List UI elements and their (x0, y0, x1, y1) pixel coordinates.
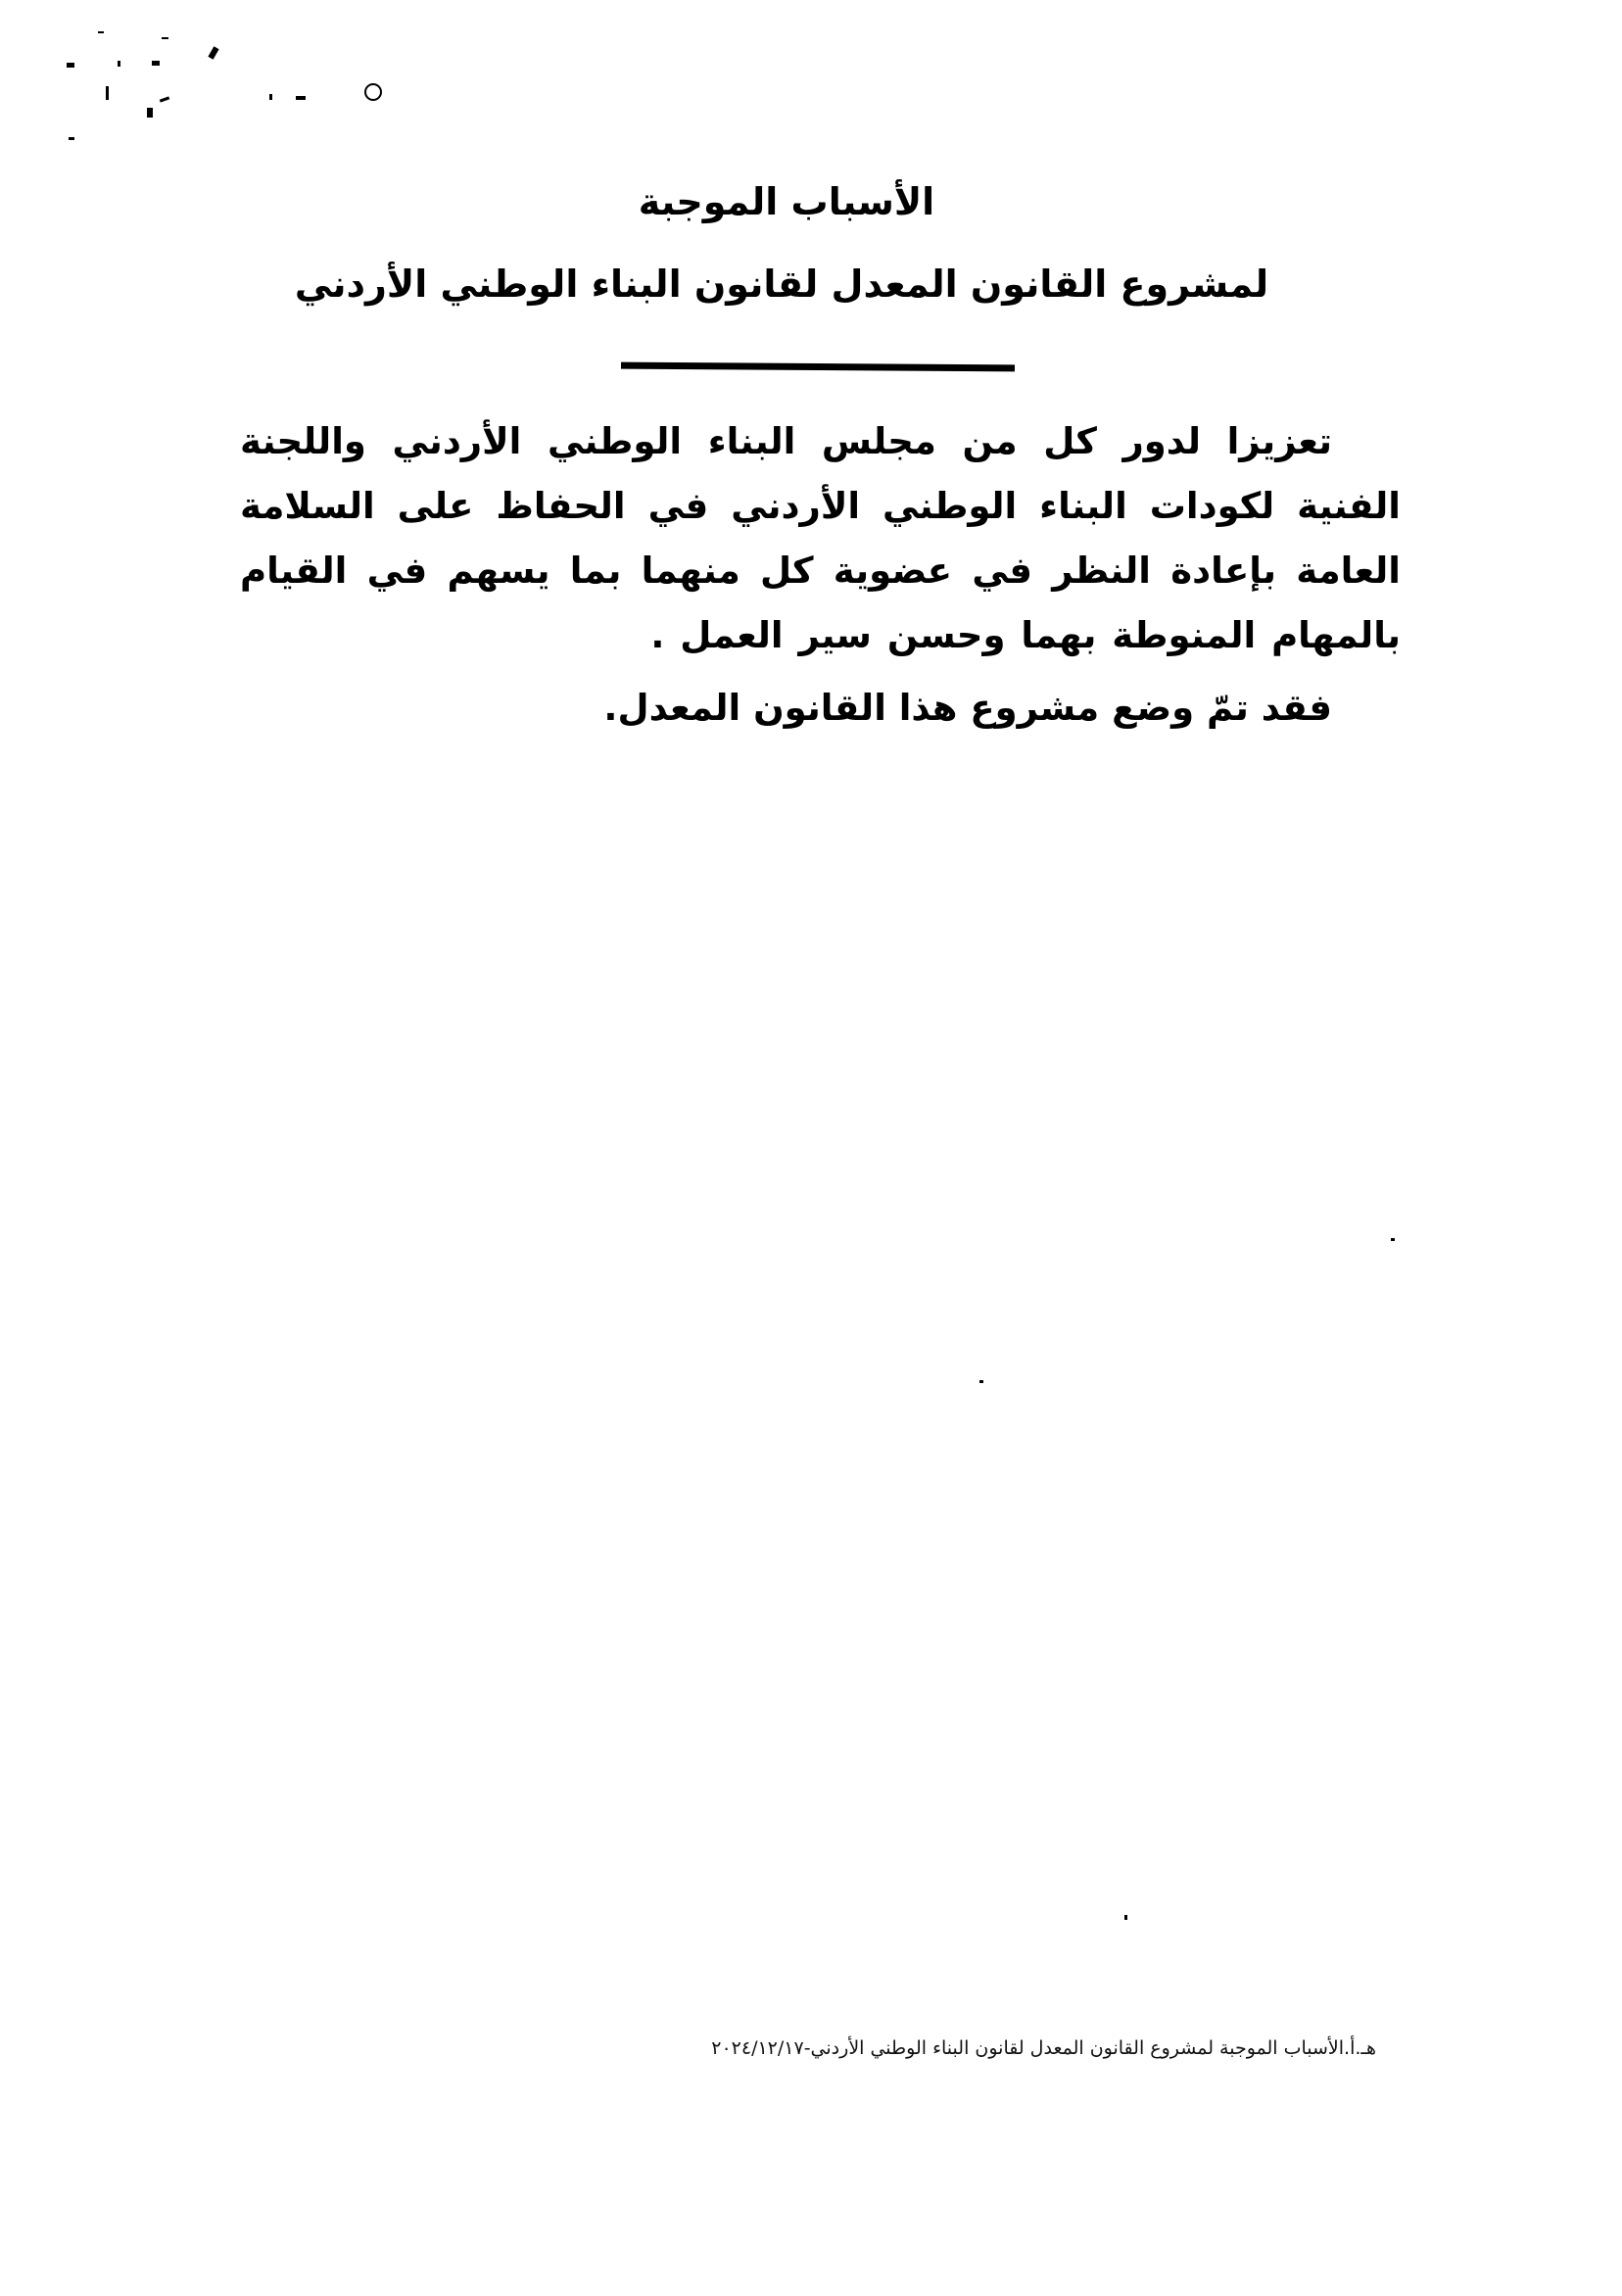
document-subtitle: لمشروع القانون المعدل لقانون البناء الوطني الأردني (294, 263, 1269, 306)
body-paragraph: تعزيزا لدور كل من مجلس البناء الوطني الأردني واللجنة الفنية لكودات البناء الوطني الأردني في الحفاظ على السلامة العامة بإعادة النظر في عضوية كل منهما بما يسهم في القيام بالمهام المنوطة بهما وحسن سير العمل . (240, 420, 1401, 656)
footer-reference: هـ.أ.الأسباب الموجبة لمشروع القانون المعدل لقانون البناء الوطني الأردني-٢٠٢٤/١٢/١٧ (711, 2037, 1376, 2059)
document-title: الأسباب الموجبة (638, 180, 935, 223)
closing-line: فقد تمّ وضع مشروع هذا القانون المعدل. (603, 687, 1332, 729)
title-divider (621, 362, 1015, 372)
